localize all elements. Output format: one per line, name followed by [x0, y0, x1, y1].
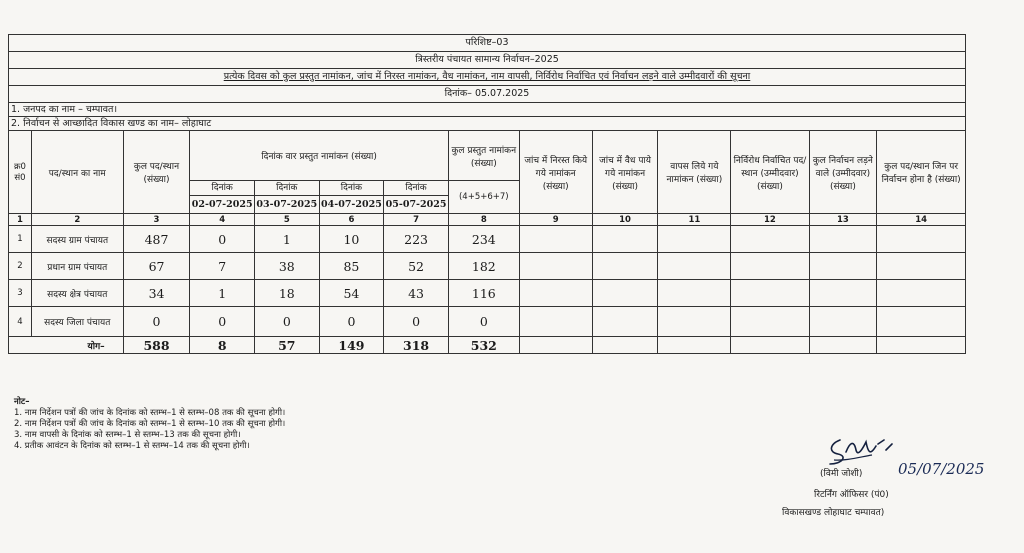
nominations-d1-cell: 0	[190, 226, 255, 253]
total-posts: 588	[123, 337, 190, 354]
empty-cell	[592, 307, 658, 337]
empty-cell	[877, 280, 966, 307]
empty-cell	[519, 280, 592, 307]
totals-label: योग–	[9, 337, 124, 354]
column-number: 8	[448, 214, 519, 226]
nominations-d2-cell: 18	[255, 280, 320, 307]
nominations-d3-cell: 10	[319, 226, 384, 253]
nominations-d2-cell: 0	[255, 307, 320, 337]
post-name-cell: सदस्य जिला पंचायत	[31, 307, 123, 337]
total-nominations-cell: 0	[448, 307, 519, 337]
note-item: 2. नाम निर्देशन पत्रों की जांच के दिनांक को स्तम्भ–1 से स्तम्भ–10 तक की सूचना होगी।	[14, 419, 286, 429]
nominations-d4-cell: 223	[384, 226, 449, 253]
empty-cell	[809, 226, 877, 253]
header-total-nominations: कुल प्रस्तुत नामांकन (संख्या)	[448, 131, 519, 181]
empty-cell	[809, 280, 877, 307]
post-name-cell: सदस्य क्षेत्र पंचायत	[31, 280, 123, 307]
nominations-d4-cell: 52	[384, 253, 449, 280]
nominations-d1-cell: 7	[190, 253, 255, 280]
post-name-cell: सदस्य ग्राम पंचायत	[31, 226, 123, 253]
date-value: 02-07-2025	[191, 199, 253, 210]
total-d2: 57	[255, 337, 320, 354]
empty-cell	[809, 337, 877, 354]
empty-cell	[519, 307, 592, 337]
handwritten-date: 05/07/2025	[898, 460, 985, 478]
officer-office: विकासखण्ड लोहाघाट चम्पावत)	[782, 508, 885, 518]
date-label: दिनांक	[384, 181, 448, 196]
totals-row	[9, 337, 966, 354]
note-item: 3. नाम वापसी के दिनांक को स्तम्भ–1 से स्तम्भ–13 तक की सूचना होगी।	[14, 430, 241, 440]
nomination-table	[8, 130, 966, 354]
document-sheet	[8, 34, 966, 354]
header-unopposed: निर्विरोध निर्वाचित पद/स्थान (उम्मीदवार) (संख्या)	[731, 131, 809, 214]
nominations-d3-cell: 0	[319, 307, 384, 337]
date-cell-4	[384, 181, 449, 214]
date-cell-3	[319, 181, 384, 214]
officer-name: (विमी जोशी)	[820, 469, 863, 479]
nominations-d3-cell: 54	[319, 280, 384, 307]
total-nominations-cell: 234	[448, 226, 519, 253]
table-row	[9, 307, 966, 337]
empty-cell	[731, 337, 809, 354]
officer-designation: रिटर्निंग ऑफिसर (पं0)	[814, 490, 889, 500]
column-number-row	[9, 214, 966, 226]
column-number: 10	[592, 214, 658, 226]
date-cell-1	[190, 181, 255, 214]
serial-cell: 3	[9, 280, 32, 307]
total-posts-cell: 487	[123, 226, 190, 253]
column-number: 11	[658, 214, 731, 226]
notes-section	[14, 397, 285, 452]
header-total-formula: (4+5+6+7)	[448, 181, 519, 214]
nominations-d1-cell: 0	[190, 307, 255, 337]
empty-cell	[877, 307, 966, 337]
column-number: 13	[809, 214, 877, 226]
empty-cell	[731, 280, 809, 307]
report-date: दिनांक– 05.07.2025	[8, 85, 966, 102]
empty-cell	[877, 337, 966, 354]
column-number: 14	[877, 214, 966, 226]
date-value: 04-07-2025	[321, 199, 382, 210]
header-pending: कुल पद/स्थान जिन पर निर्वाचन होना है (संख्या)	[877, 131, 966, 214]
nominations-d2-cell: 38	[255, 253, 320, 280]
district-name: 1. जनपद का नाम – चम्पावत।	[8, 102, 966, 116]
header-total-posts: कुल पद/स्थान (संख्या)	[123, 131, 190, 214]
date-label: दिनांक	[190, 181, 254, 196]
empty-cell	[809, 253, 877, 280]
serial-cell: 4	[9, 307, 32, 337]
table-row	[9, 226, 966, 253]
total-d1: 8	[190, 337, 255, 354]
empty-cell	[592, 280, 658, 307]
nominations-d4-cell: 0	[384, 307, 449, 337]
empty-cell	[877, 253, 966, 280]
table-row	[9, 253, 966, 280]
date-cell-2	[255, 181, 320, 214]
empty-cell	[592, 253, 658, 280]
date-label: दिनांक	[320, 181, 384, 196]
header-serial: क्र0 सं0	[9, 131, 32, 214]
column-number: 9	[519, 214, 592, 226]
column-number: 1	[9, 214, 32, 226]
header-valid: जांच में वैध पाये गये नामांकन (संख्या)	[592, 131, 658, 214]
column-number: 6	[319, 214, 384, 226]
header-withdrawn: वापस लिये गये नामांकन (संख्या)	[658, 131, 731, 214]
column-number: 3	[123, 214, 190, 226]
empty-cell	[809, 307, 877, 337]
empty-cell	[877, 226, 966, 253]
table-row	[9, 280, 966, 307]
total-posts-cell: 34	[123, 280, 190, 307]
nominations-d4-cell: 43	[384, 280, 449, 307]
header-contesting: कुल निर्वाचन लड़ने वाले (उम्मीदवार) (संख्या)	[809, 131, 877, 214]
note-item: 4. प्रतीक आवंटन के दिनांक को स्तम्भ–1 से स्तम्भ–14 तक की सूचना होगी।	[14, 441, 250, 451]
column-number: 12	[731, 214, 809, 226]
empty-cell	[658, 253, 731, 280]
empty-cell	[519, 226, 592, 253]
nominations-d1-cell: 1	[190, 280, 255, 307]
nominations-d3-cell: 85	[319, 253, 384, 280]
election-title: त्रिस्तरीय पंचायत सामान्य निर्वाचन–2025	[8, 51, 966, 68]
appendix-title: परिशिष्ट–03	[8, 34, 966, 51]
header-post: पद/स्थान का नाम	[31, 131, 123, 214]
empty-cell	[731, 253, 809, 280]
empty-cell	[519, 253, 592, 280]
empty-cell	[658, 307, 731, 337]
date-label: दिनांक	[255, 181, 319, 196]
note-item: 1. नाम निर्देशन पत्रों की जांच के दिनांक को स्तम्भ–1 से स्तम्भ–08 तक की सूचना होगी।	[14, 408, 286, 418]
date-value: 05-07-2025	[385, 199, 447, 210]
empty-cell	[592, 337, 658, 354]
column-number: 2	[31, 214, 123, 226]
empty-cell	[731, 307, 809, 337]
header-rejected: जांच में निरस्त किये गये नामांकन (संख्या)	[519, 131, 592, 214]
empty-cell	[592, 226, 658, 253]
header-datewise: दिनांक वार प्रस्तुत नामांकन (संख्या)	[190, 131, 449, 181]
serial-cell: 1	[9, 226, 32, 253]
empty-cell	[658, 337, 731, 354]
column-number: 4	[190, 214, 255, 226]
date-value: 03-07-2025	[256, 199, 318, 210]
total-nominations-cell: 116	[448, 280, 519, 307]
notes-title: नोट–	[14, 397, 30, 407]
total-nominations: 532	[448, 337, 519, 354]
total-nominations-cell: 182	[448, 253, 519, 280]
column-number: 5	[255, 214, 320, 226]
post-name-cell: प्रधान ग्राम पंचायत	[31, 253, 123, 280]
empty-cell	[731, 226, 809, 253]
signature-block	[782, 432, 1000, 522]
subject-line: प्रत्येक दिवस को कुल प्रस्तुत नामांकन, जांच में निरस्त नामांकन, वैध नामांकन, नाम वापसी, निर्विरोध निर्वाचित एवं निर्वाचन लड़ने वाले उम्मीदवारों की सूचना	[8, 68, 966, 85]
block-name: 2. निर्वाचन से आच्छादित विकास खण्ड का नाम– लोहाघाट	[8, 116, 966, 130]
nominations-d2-cell: 1	[255, 226, 320, 253]
empty-cell	[658, 280, 731, 307]
serial-cell: 2	[9, 253, 32, 280]
total-d4: 318	[384, 337, 449, 354]
empty-cell	[519, 337, 592, 354]
column-number: 7	[384, 214, 449, 226]
total-posts-cell: 0	[123, 307, 190, 337]
total-d3: 149	[319, 337, 384, 354]
total-posts-cell: 67	[123, 253, 190, 280]
empty-cell	[658, 226, 731, 253]
